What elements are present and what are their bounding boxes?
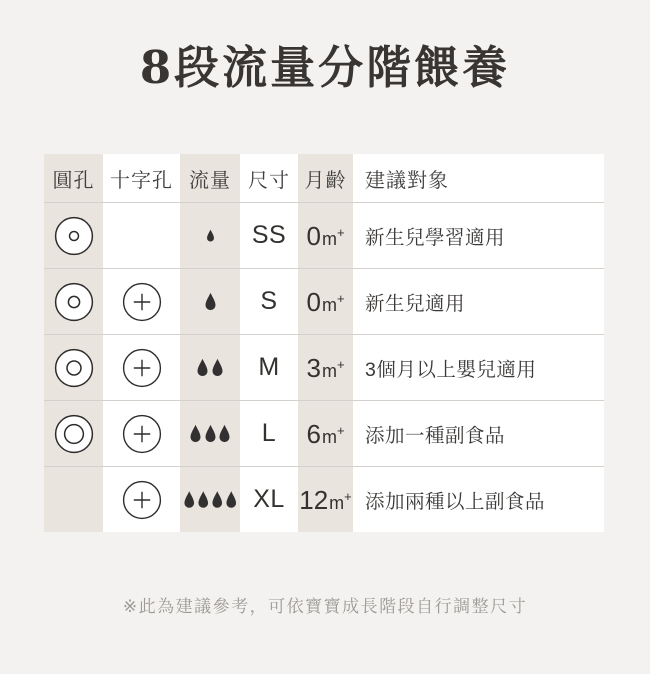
age-label: 6 m + <box>306 418 345 449</box>
header-flow: 流量 <box>180 154 240 202</box>
size-cell <box>240 467 298 532</box>
target-label: 添加兩種以上副食品 <box>365 490 546 513</box>
round-hole-icon <box>54 348 94 388</box>
table-row <box>44 400 604 466</box>
size-label: XL <box>253 485 285 513</box>
size-cell <box>240 335 298 400</box>
flow-stage-table <box>44 154 604 532</box>
cross-hole-icon <box>122 414 162 454</box>
cross-hole-cell <box>103 335 180 400</box>
round-hole-cell <box>44 269 103 334</box>
flow-cell <box>180 335 240 400</box>
target-label: 添加一種副食品 <box>365 424 506 447</box>
drop-icon <box>204 424 217 443</box>
header-cross-hole: 十字孔 <box>103 154 180 202</box>
flow-cell <box>180 401 240 466</box>
size-label: M <box>258 353 280 381</box>
flow-cell <box>180 467 240 532</box>
cross-hole-cell <box>103 269 180 334</box>
page-title: 8段流量分階餵養 <box>139 41 511 94</box>
flow-cell <box>180 203 240 268</box>
round-hole-cell <box>44 401 103 466</box>
target-cell <box>353 335 604 400</box>
table-header-row <box>44 154 604 202</box>
round-hole-cell <box>44 203 103 268</box>
size-cell <box>240 401 298 466</box>
age-label: 0 m + <box>306 220 345 251</box>
round-hole-icon <box>54 216 94 256</box>
size-cell <box>240 269 298 334</box>
header-size: 尺寸 <box>240 154 298 202</box>
table-row <box>44 268 604 334</box>
table-row <box>44 466 604 532</box>
cross-hole-cell <box>103 203 180 268</box>
drop-icon <box>225 490 238 509</box>
header-target: 建議對象 <box>353 154 604 202</box>
age-cell <box>298 401 353 466</box>
footnote: ※此為建議參考，可依寶寶成長階段自行調整尺寸 <box>122 597 528 616</box>
drop-icon <box>204 292 217 311</box>
header-round-hole: 圓孔 <box>44 154 103 202</box>
target-label: 新生兒學習適用 <box>365 226 506 249</box>
size-label: SS <box>251 221 287 249</box>
table-row <box>44 334 604 400</box>
round-hole-icon <box>54 282 94 322</box>
round-hole-cell <box>44 335 103 400</box>
size-label: S <box>260 287 278 315</box>
drop-icon <box>183 490 196 509</box>
drop-icon <box>197 490 210 509</box>
target-label: 新生兒適用 <box>365 292 466 315</box>
age-cell <box>298 269 353 334</box>
round-hole-icon <box>54 414 94 454</box>
header-age: 月齡 <box>298 154 353 202</box>
drop-icon <box>211 358 224 377</box>
table-row <box>44 202 604 268</box>
drop-icon <box>206 229 215 242</box>
cross-hole-icon <box>122 348 162 388</box>
size-cell <box>240 203 298 268</box>
age-cell <box>298 335 353 400</box>
drop-icon <box>211 490 224 509</box>
round-hole-cell <box>44 467 103 532</box>
target-label: 3個月以上嬰兒適用 <box>365 358 537 381</box>
age-cell <box>298 203 353 268</box>
target-cell <box>353 203 604 268</box>
cross-hole-cell <box>103 401 180 466</box>
age-label: 0 m + <box>306 286 345 317</box>
target-cell <box>353 467 604 532</box>
flow-cell <box>180 269 240 334</box>
cross-hole-cell <box>103 467 180 532</box>
age-label: 3 m + <box>306 352 345 383</box>
target-cell <box>353 401 604 466</box>
age-cell <box>298 467 353 532</box>
drop-icon <box>189 424 202 443</box>
target-cell <box>353 269 604 334</box>
age-label: 12 m + <box>299 484 352 515</box>
cross-hole-icon <box>122 282 162 322</box>
size-label: L <box>261 419 277 447</box>
drop-icon <box>196 358 209 377</box>
cross-hole-icon <box>122 480 162 520</box>
drop-icon <box>218 424 231 443</box>
